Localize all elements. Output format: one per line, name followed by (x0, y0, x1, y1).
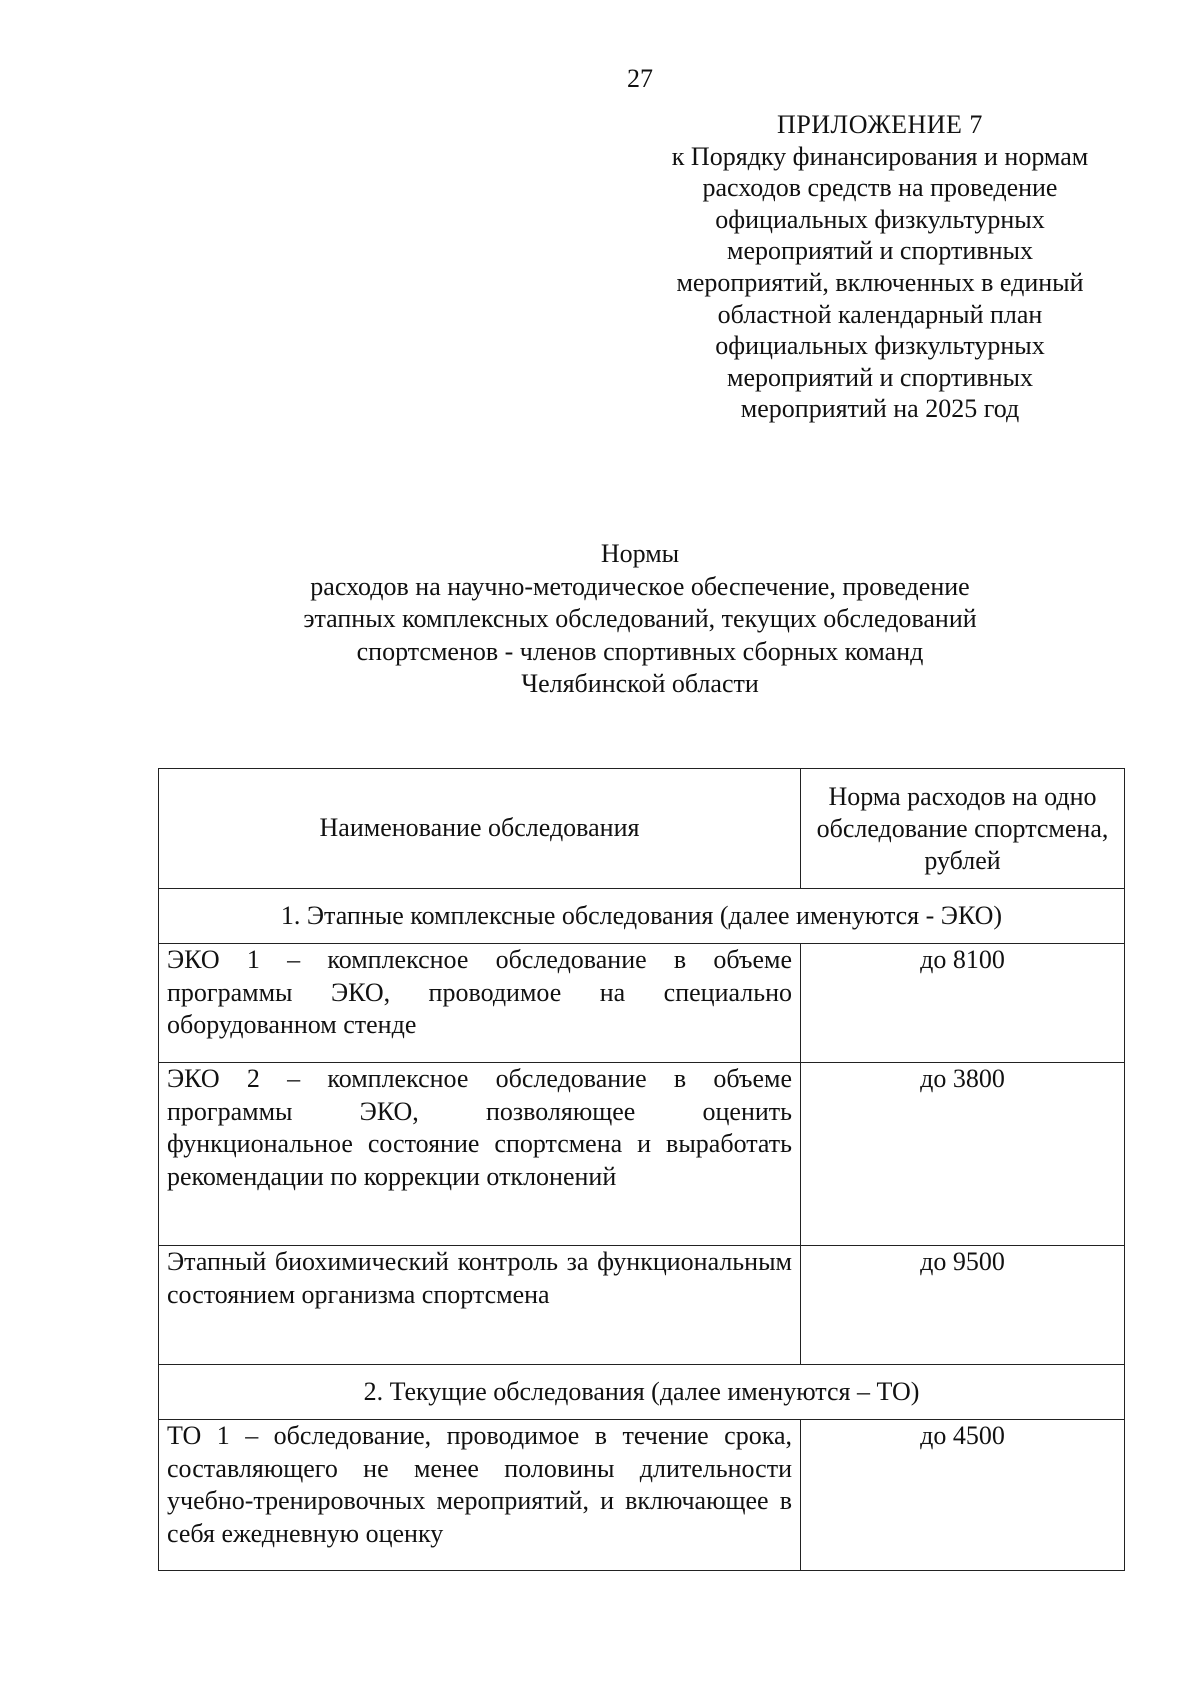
document-title-line: этапных комплексных обследований, текущих обследований (303, 604, 977, 634)
row-value: до 4500 (801, 1420, 1125, 1571)
table-row (159, 1246, 1125, 1365)
appendix-line: мероприятий на 2025 год (740, 394, 1020, 424)
appendix-line: официальных физкультурных (715, 204, 1045, 234)
header-name: Наименование обследования (159, 769, 801, 889)
appendix-line: мероприятий и спортивных (727, 362, 1033, 392)
appendix-line: к Порядку финансирования и нормам (671, 141, 1089, 171)
document-title-line: спортсменов - членов спортивных сборных команд (356, 636, 924, 666)
table-row (159, 1063, 1125, 1246)
table-row (159, 1420, 1125, 1571)
row-value: до 8100 (801, 944, 1125, 1063)
appendix-line: расходов средств на проведение (702, 173, 1058, 203)
row-value: до 3800 (801, 1063, 1125, 1246)
document-title-line: Нормы (600, 539, 680, 568)
section-row (159, 1365, 1125, 1420)
appendix-block (640, 109, 1120, 425)
header-norm: Норма расходов на одно обследование спортсмена, рублей (801, 769, 1125, 889)
section-title: 1. Этапные комплексные обследования (далее именуются - ЭКО) (159, 889, 1125, 944)
section-row (159, 889, 1125, 944)
row-name: Этапный биохимический контроль за функциональным состоянием организма спортсмена (159, 1246, 801, 1365)
document-title (160, 538, 1120, 701)
row-value: до 9500 (801, 1246, 1125, 1365)
row-name: ТО 1 – обследование, проводимое в течение срока, составляющего не менее половины длительности учебно-тренировочных мероприятий, и включающее в себя ежедневную оценку (159, 1420, 801, 1571)
page-number: 27 (627, 64, 653, 93)
appendix-line: мероприятий и спортивных (727, 236, 1033, 266)
appendix-title: ПРИЛОЖЕНИЕ 7 (777, 110, 983, 139)
table-row (159, 944, 1125, 1063)
appendix-line: официальных физкультурных (715, 331, 1045, 361)
table-header-row (159, 769, 1125, 889)
document-title-line: расходов на научно-методическое обеспечение, проведение (310, 571, 970, 601)
row-name: ЭКО 2 – комплексное обследование в объеме программы ЭКО, позволяющее оценить функциональное состояние спортсмена и выработать рекомендации по коррекции отклонений (159, 1063, 801, 1246)
section-title: 2. Текущие обследования (далее именуются – ТО) (159, 1365, 1125, 1420)
appendix-line: областной календарный план (717, 299, 1043, 329)
norms-table (158, 768, 1125, 1571)
document-title-line: Челябинской области (521, 669, 759, 699)
row-name: ЭКО 1 – комплексное обследование в объеме программы ЭКО, проводимое на специально оборудованном стенде (159, 944, 801, 1063)
appendix-line: мероприятий, включенных в единый (676, 267, 1084, 297)
